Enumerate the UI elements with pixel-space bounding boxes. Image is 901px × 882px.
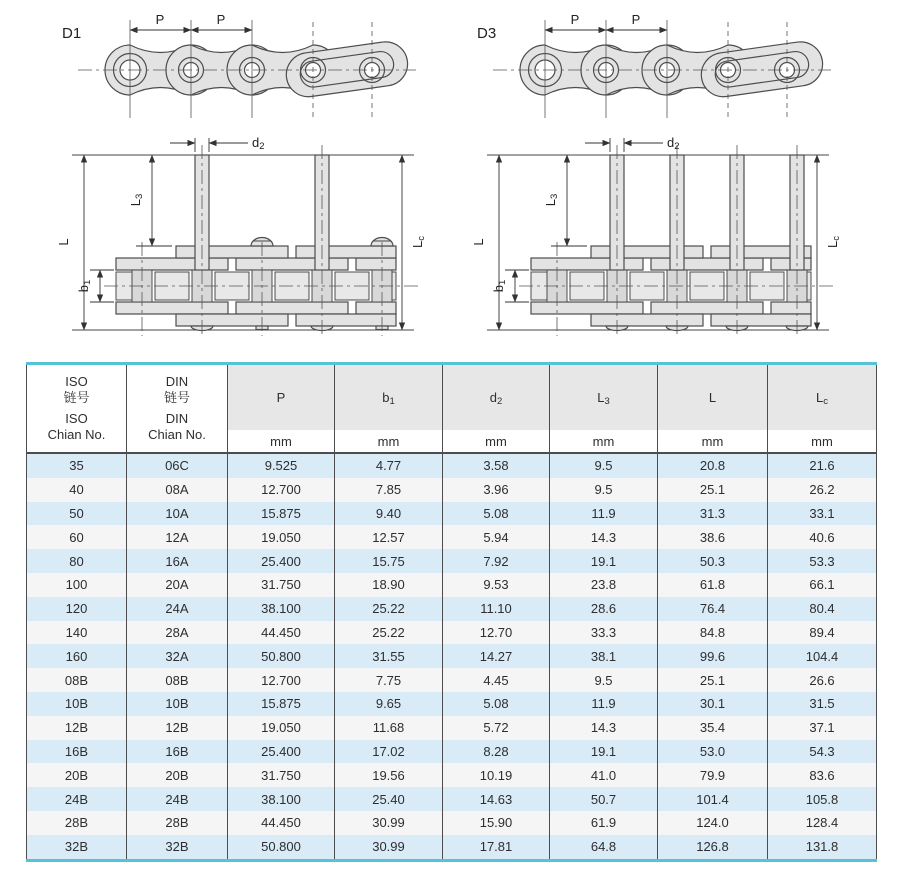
table-cell: 5.08	[443, 502, 550, 526]
table-cell: 64.8	[550, 835, 658, 860]
table-cell: 24B	[64, 791, 89, 807]
table-cell: 140	[65, 624, 88, 640]
table-row	[27, 621, 877, 645]
spec-table-body	[27, 453, 877, 860]
table-cell: 16A	[127, 549, 228, 573]
table-row	[27, 787, 877, 811]
table-cell: 26.6	[768, 668, 877, 692]
table-cell: 8.28	[443, 740, 550, 764]
table-cell: 08A	[127, 478, 228, 502]
table-cell: 99.6	[658, 644, 768, 668]
column-header-b1: b1 mm	[335, 364, 443, 454]
table-cell: 40.6	[768, 525, 877, 549]
table-row	[27, 597, 877, 621]
dimensions	[471, 135, 842, 330]
table-cell: 28B	[64, 815, 89, 831]
table-cell: 33.3	[550, 621, 658, 645]
column-header-l: L mm	[658, 364, 768, 454]
table-cell: 15.875	[228, 692, 335, 716]
table-cell: 26.2	[768, 478, 877, 502]
table-cell: 44.450	[228, 621, 335, 645]
table-cell: 10B	[64, 696, 89, 712]
table-cell: 15.90	[443, 811, 550, 835]
table-cell: 38.100	[228, 597, 335, 621]
table-cell: 83.6	[768, 763, 877, 787]
table-cell: 7.75	[335, 668, 443, 692]
dimensions	[56, 135, 427, 330]
table-cell: 76.4	[658, 597, 768, 621]
chain-top-view-d3	[465, 8, 850, 126]
table-header-row	[27, 364, 877, 454]
table-cell: 11.68	[335, 716, 443, 740]
table-cell: 9.53	[443, 573, 550, 597]
table-cell: 24A	[127, 597, 228, 621]
table-row	[27, 525, 877, 549]
table-cell: 4.77	[335, 453, 443, 478]
table-cell: 14.3	[550, 716, 658, 740]
table-cell: 40	[69, 482, 84, 498]
table-cell: 20B	[64, 767, 89, 783]
dim-L-label: L	[471, 238, 486, 246]
table-cell: 50.7	[550, 787, 658, 811]
table-cell: 16B	[64, 743, 89, 759]
table-cell: 14.63	[443, 787, 550, 811]
chain-side-view-d1	[50, 130, 435, 348]
table-cell: 126.8	[658, 835, 768, 860]
table-cell: 60	[69, 529, 84, 545]
table-cell: 53.3	[768, 549, 877, 573]
table-cell: 9.40	[335, 502, 443, 526]
offset-connecting-link	[283, 39, 410, 100]
column-header-l3: L3 mm	[550, 364, 658, 454]
dim-Lc-label: Lc	[410, 236, 427, 248]
table-cell: 9.5	[550, 453, 658, 478]
table-cell: 105.8	[768, 787, 877, 811]
pitch-label: P	[570, 12, 580, 27]
table-cell: 9.525	[228, 453, 335, 478]
table-row	[27, 763, 877, 787]
table-cell: 100	[65, 577, 88, 593]
table-cell: 11.10	[443, 597, 550, 621]
table-cell: 30.99	[335, 835, 443, 860]
table-cell: 101.4	[658, 787, 768, 811]
table-row	[27, 573, 877, 597]
table-cell: 120	[65, 601, 88, 617]
offset-connecting-link	[698, 39, 825, 100]
table-row	[27, 692, 877, 716]
table-cell: 53.0	[658, 740, 768, 764]
pitch-label: P	[155, 12, 165, 27]
diagram-label: D3	[477, 25, 497, 42]
table-cell: 32B	[64, 839, 89, 855]
table-cell: 12.700	[228, 668, 335, 692]
table-cell: 31.750	[228, 573, 335, 597]
table-cell: 9.5	[550, 668, 658, 692]
chain-side-view-d3	[465, 130, 850, 348]
table-cell: 24B	[127, 787, 228, 811]
table-cell: 19.56	[335, 763, 443, 787]
table-cell: 25.1	[658, 668, 768, 692]
table-cell: 17.02	[335, 740, 443, 764]
table-row	[27, 740, 877, 764]
table-cell: 54.3	[768, 740, 877, 764]
table-cell: 50.800	[228, 835, 335, 860]
table-row	[27, 502, 877, 526]
table-cell: 160	[65, 648, 88, 664]
table-cell: 10B	[127, 692, 228, 716]
table-row	[27, 668, 877, 692]
table-cell: 25.400	[228, 740, 335, 764]
table-cell: 25.40	[335, 787, 443, 811]
table-cell: 19.050	[228, 525, 335, 549]
table-cell: 79.9	[658, 763, 768, 787]
table-cell: 4.45	[443, 668, 550, 692]
table-cell: 11.9	[550, 502, 658, 526]
table-cell: 23.8	[550, 573, 658, 597]
table-cell: 38.1	[550, 644, 658, 668]
table-cell: 12.700	[228, 478, 335, 502]
table-cell: 128.4	[768, 811, 877, 835]
table-cell: 7.85	[335, 478, 443, 502]
table-cell: 08B	[64, 672, 89, 688]
table-cell: 11.9	[550, 692, 658, 716]
table-cell: 3.58	[443, 453, 550, 478]
table-cell: 31.750	[228, 763, 335, 787]
table-cell: 25.22	[335, 621, 443, 645]
table-cell: 5.72	[443, 716, 550, 740]
table-cell: 38.6	[658, 525, 768, 549]
table-cell: 12.70	[443, 621, 550, 645]
table-cell: 12.57	[335, 525, 443, 549]
table-cell: 44.450	[228, 811, 335, 835]
table-cell: 30.99	[335, 811, 443, 835]
table-cell: 30.1	[658, 692, 768, 716]
table-cell: 17.81	[443, 835, 550, 860]
table-cell: 80.4	[768, 597, 877, 621]
table-cell: 12B	[64, 720, 89, 736]
chain-top-view-d1	[50, 8, 435, 126]
table-cell: 15.875	[228, 502, 335, 526]
column-header-p: P mm	[228, 364, 335, 454]
table-cell: 20A	[127, 573, 228, 597]
table-cell: 61.9	[550, 811, 658, 835]
column-header-din: DIN 链号 DIN Chian No.	[127, 364, 228, 454]
table-cell: 20B	[127, 763, 228, 787]
table-cell: 18.90	[335, 573, 443, 597]
table-cell: 5.08	[443, 692, 550, 716]
table-cell: 124.0	[658, 811, 768, 835]
table-cell: 12A	[127, 525, 228, 549]
table-cell: 5.94	[443, 525, 550, 549]
table-cell: 32A	[127, 644, 228, 668]
table-cell: 66.1	[768, 573, 877, 597]
table-cell: 10.19	[443, 763, 550, 787]
table-cell: 28.6	[550, 597, 658, 621]
table-cell: 38.100	[228, 787, 335, 811]
table-cell: 84.8	[658, 621, 768, 645]
diagram-column-d1	[50, 8, 435, 348]
table-row	[27, 549, 877, 573]
chain-spec-table	[26, 362, 877, 862]
chain-diagrams-section	[0, 0, 901, 348]
table-cell: 50.3	[658, 549, 768, 573]
table-cell: 9.5	[550, 478, 658, 502]
pitch-label: P	[631, 12, 641, 27]
table-row	[27, 811, 877, 835]
table-cell: 7.92	[443, 549, 550, 573]
table-cell: 10A	[127, 502, 228, 526]
table-cell: 104.4	[768, 644, 877, 668]
dim-L3-label: L3	[128, 193, 145, 207]
table-cell: 131.8	[768, 835, 877, 860]
table-cell: 33.1	[768, 502, 877, 526]
table-cell: 19.1	[550, 740, 658, 764]
table-row	[27, 835, 877, 860]
table-cell: 9.65	[335, 692, 443, 716]
dim-Lc-label: Lc	[825, 236, 842, 248]
table-cell: 31.5	[768, 692, 877, 716]
table-cell: 20.8	[658, 453, 768, 478]
diagram-column-d3	[465, 8, 850, 348]
table-cell: 31.3	[658, 502, 768, 526]
table-cell: 31.55	[335, 644, 443, 668]
table-cell: 50.800	[228, 644, 335, 668]
table-cell: 19.050	[228, 716, 335, 740]
table-cell: 61.8	[658, 573, 768, 597]
table-cell: 12B	[127, 716, 228, 740]
table-cell: 89.4	[768, 621, 877, 645]
table-cell: 37.1	[768, 716, 877, 740]
table-cell: 32B	[127, 835, 228, 860]
table-row	[27, 716, 877, 740]
table-cell: 15.75	[335, 549, 443, 573]
table-row	[27, 644, 877, 668]
table-cell: 14.27	[443, 644, 550, 668]
dim-d2-label: d2	[667, 135, 680, 152]
table-cell: 14.3	[550, 525, 658, 549]
table-cell: 25.400	[228, 549, 335, 573]
table-cell: 28A	[127, 621, 228, 645]
column-header-lc: Lc mm	[768, 364, 877, 454]
table-cell: 35	[69, 458, 84, 474]
table-cell: 3.96	[443, 478, 550, 502]
table-cell: 25.1	[658, 478, 768, 502]
table-cell: 41.0	[550, 763, 658, 787]
dim-b1-label: b1	[76, 279, 93, 293]
table-cell: 50	[69, 505, 84, 521]
table-cell: 80	[69, 553, 84, 569]
table-cell: 16B	[127, 740, 228, 764]
table-cell: 19.1	[550, 549, 658, 573]
dim-L-label: L	[56, 238, 71, 246]
table-cell: 28B	[127, 811, 228, 835]
table-row	[27, 478, 877, 502]
table-cell: 08B	[127, 668, 228, 692]
table-cell: 35.4	[658, 716, 768, 740]
table-cell: 06C	[127, 453, 228, 478]
diagram-label: D1	[62, 25, 82, 42]
dim-L3-label: L3	[543, 193, 560, 207]
column-header-d2: d2 mm	[443, 364, 550, 454]
column-header-iso: ISO 链号 ISO Chian No.	[47, 374, 106, 442]
table-cell: 25.22	[335, 597, 443, 621]
table-row	[27, 453, 877, 478]
dim-b1-label: b1	[491, 279, 508, 293]
pitch-label: P	[216, 12, 226, 27]
table-cell: 21.6	[768, 453, 877, 478]
dim-d2-label: d2	[252, 135, 265, 152]
